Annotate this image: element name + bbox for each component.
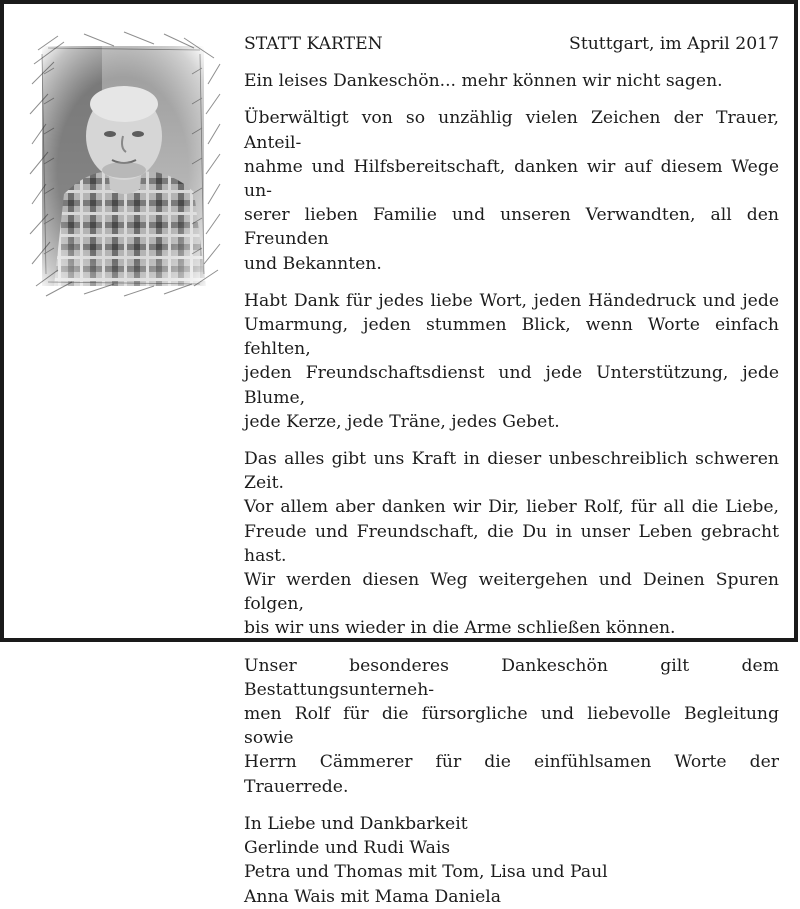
paragraph-line: bis wir uns wieder in die Arme schließen können. xyxy=(244,618,676,639)
portrait-photo-image xyxy=(24,24,222,304)
signature-line: In Liebe und Dankbarkeit xyxy=(244,813,468,834)
paragraph-2 xyxy=(244,289,779,434)
text-column xyxy=(244,32,779,909)
paragraph-1 xyxy=(244,106,779,275)
paragraph-line: Habt Dank für jedes liebe Wort, jeden Händedruck und jede xyxy=(244,290,779,311)
paragraph-line: nahme und Hilfsbereitschaft, danken wir auf diesem Wege un- xyxy=(244,156,779,202)
paragraph-line: Herrn Cämmerer für die einfühlsamen Worte der Trauerrede. xyxy=(244,752,779,797)
paragraph-line: Wir werden diesen Weg weitergehen und Deinen Spuren folgen, xyxy=(244,570,779,615)
paragraph-line: und Bekannten. xyxy=(244,253,382,274)
signature-line: Gerlinde und Rudi Wais xyxy=(244,838,451,859)
signature-block xyxy=(244,812,779,909)
signature-line: Petra und Thomas mit Tom, Lisa und Paul xyxy=(244,862,608,883)
paragraph-line: Unser besonderes Dankeschön gilt dem Bestattungsunterneh- xyxy=(244,655,779,700)
signature-line: Anna Wais mit Mama Daniela xyxy=(244,886,501,907)
header-left: STATT KARTEN xyxy=(244,34,383,54)
header-right: Stuttgart, im April 2017 xyxy=(569,34,779,54)
intro-line: Ein leises Dankeschön... mehr können wir nicht sagen. xyxy=(244,71,723,92)
paragraph-line: Freude und Freundschaft, die Du in unser Leben gebracht hast. xyxy=(244,521,779,566)
paragraph-4 xyxy=(244,654,779,799)
paragraph-line: Überwältigt von so unzählig vielen Zeichen der Trauer, Anteil- xyxy=(244,108,779,153)
paragraph-line: Vor allem aber danken wir Dir, lieber Rolf, für all die Liebe, xyxy=(244,497,779,518)
paragraph-line: men Rolf für die fürsorgliche und liebevolle Begleitung sowie xyxy=(244,704,779,749)
paragraph-line: Das alles gibt uns Kraft in dieser unbeschreiblich schweren Zeit. xyxy=(244,449,779,494)
paragraph-line: jede Kerze, jede Träne, jedes Gebet. xyxy=(244,411,560,432)
paragraph-line: Umarmung, jeden stummen Blick, wenn Worte einfach fehlten, xyxy=(244,315,779,360)
paragraph-line: jeden Freundschaftsdienst und jede Unterstützung, jede Blume, xyxy=(244,363,779,408)
paragraph-3 xyxy=(244,447,779,641)
paragraph-line: serer lieben Familie und unseren Verwandten, all den Freunden xyxy=(244,205,779,250)
header-row xyxy=(244,32,779,56)
portrait-photo xyxy=(24,24,222,304)
